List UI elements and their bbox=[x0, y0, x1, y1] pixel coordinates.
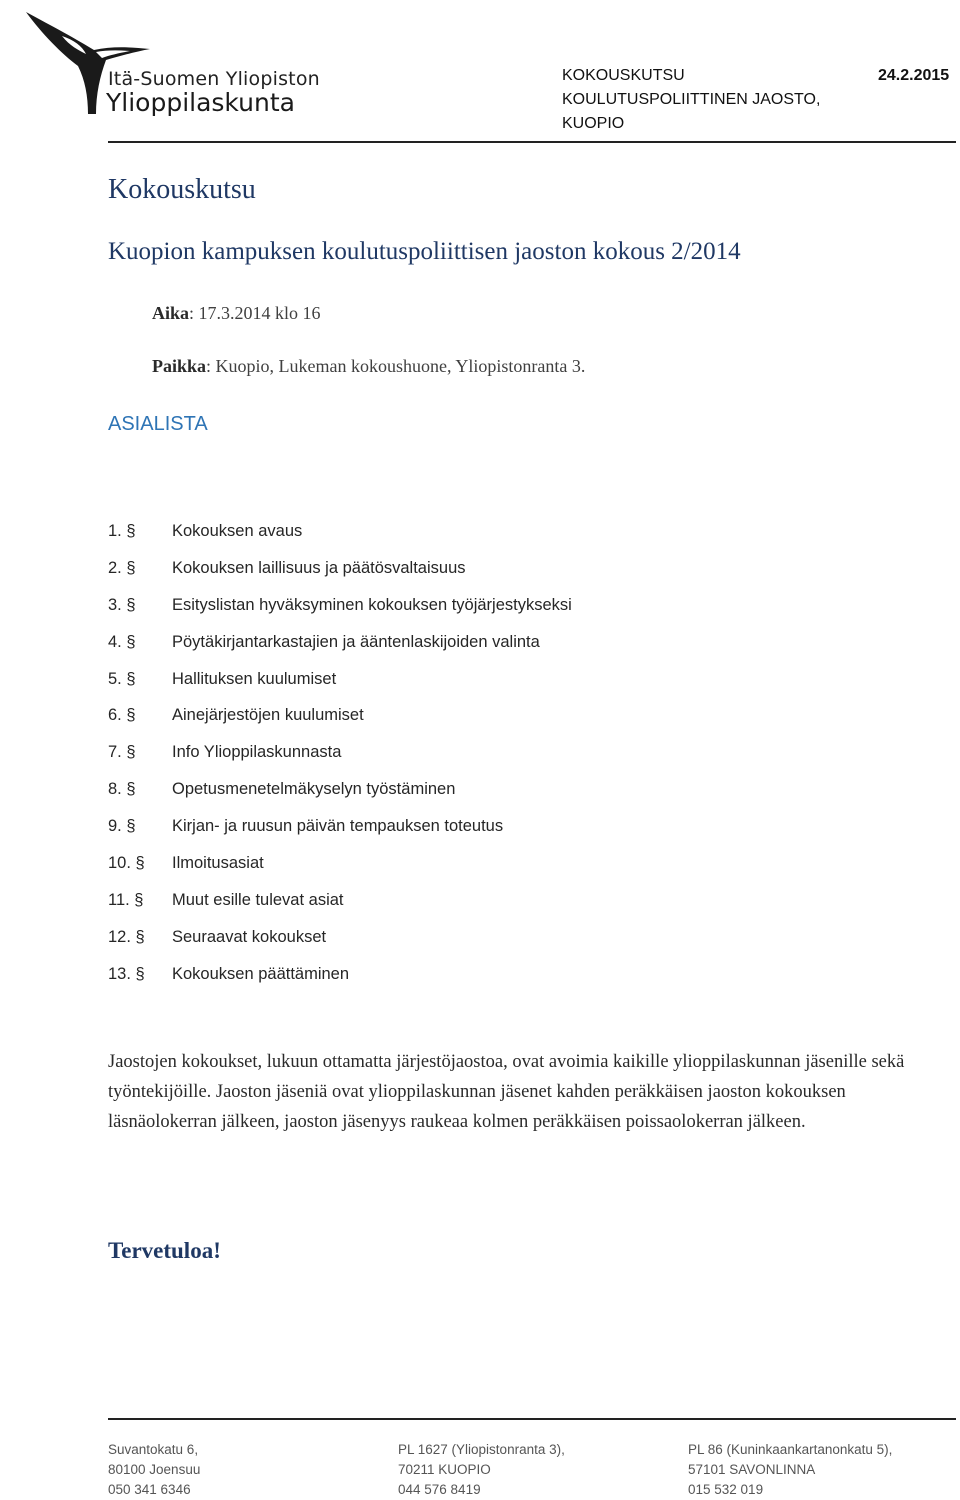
header-title-line: KOKOUSKUTSU bbox=[562, 67, 685, 84]
organization-logo bbox=[22, 6, 332, 118]
agenda-item-number: 12. § bbox=[108, 927, 145, 946]
footer-line: 044 576 8419 bbox=[398, 1482, 481, 1497]
footer-address-savonlinna bbox=[688, 1440, 892, 1500]
header-title bbox=[562, 64, 882, 136]
meeting-title: Kuopion kampuksen koulutuspoliittisen jaoston kokous 2/2014 bbox=[108, 238, 741, 265]
footer-line: Suvantokatu 6, bbox=[108, 1442, 199, 1457]
welcome-text: Tervetuloa! bbox=[108, 1238, 221, 1263]
agenda-item-number: 11. § bbox=[108, 890, 144, 909]
footer-address-joensuu bbox=[108, 1440, 200, 1500]
agenda-item-number: 9. § bbox=[108, 817, 136, 836]
agenda-item-number: 1. § bbox=[108, 522, 136, 540]
agenda-item-number: 10. § bbox=[108, 854, 145, 873]
document-title: Kokouskutsu bbox=[108, 174, 256, 205]
meeting-time-label: Aika bbox=[152, 303, 190, 323]
agenda-item-number: 4. § bbox=[108, 632, 136, 651]
footer-line: 015 532 019 bbox=[688, 1482, 764, 1497]
agenda-item-number: 6. § bbox=[108, 706, 136, 725]
header-divider bbox=[108, 141, 956, 143]
agenda-item-number: 8. § bbox=[108, 780, 136, 799]
agenda-item-text: Esityslistan hyväksyminen kokouksen työjärjestykseksi bbox=[172, 595, 572, 614]
agenda-item-number: 13. § bbox=[108, 964, 145, 983]
header-date: 24.2.2015 bbox=[878, 67, 950, 84]
header-title-line: KUOPIO bbox=[562, 115, 625, 132]
agenda-item-text: Ainejärjestöjen kuulumiset bbox=[172, 706, 364, 725]
footer-line: 70211 KUOPIO bbox=[398, 1462, 491, 1477]
footer-address-kuopio bbox=[398, 1440, 565, 1500]
footer-line: 80100 Joensuu bbox=[108, 1462, 201, 1477]
footer-divider bbox=[108, 1418, 956, 1420]
logo-text-line2: Ylioppilaskunta bbox=[106, 88, 295, 117]
membership-paragraph: Jaostojen kokoukset, lukuun ottamatta järjestöjaostoa, ovat avoimia kaikille ylioppilaskunnan jäsenille sekä työntekijöille. Jaoston jäseniä ovat ylioppilaskunnan jäsenet kahden peräkkäisen jaoston kokouksen läsnäolokerran jälkeen, jaoston jäsenyys raukeaa kolmen peräkkäisen poissaolokerran jälkeen. bbox=[108, 1052, 905, 1132]
footer-line: 57101 SAVONLINNA bbox=[688, 1462, 816, 1477]
agenda-item-text: Kokouksen avaus bbox=[172, 522, 303, 540]
header-title-line: KOULUTUSPOLIITTINEN JAOSTO, bbox=[562, 91, 821, 108]
meeting-place bbox=[152, 356, 585, 377]
footer-line: PL 1627 (Yliopistonranta 3), bbox=[398, 1442, 565, 1457]
agenda-item-text: Hallituksen kuulumiset bbox=[172, 669, 337, 688]
footer-line: PL 86 (Kuninkaankartanonkatu 5), bbox=[688, 1442, 893, 1457]
agenda-item-text: Opetusmenetelmäkyselyn työstäminen bbox=[172, 780, 456, 799]
meeting-time-value: : 17.3.2014 klo 16 bbox=[189, 303, 321, 323]
agenda-item-text: Ilmoitusasiat bbox=[172, 854, 264, 873]
agenda-item-text: Kokouksen päättäminen bbox=[172, 964, 350, 983]
agenda-item-number: 3. § bbox=[108, 595, 136, 614]
agenda-item-number: 2. § bbox=[108, 558, 136, 577]
agenda-item-number: 5. § bbox=[108, 669, 136, 688]
agenda-item-number: 7. § bbox=[108, 743, 136, 762]
agenda-item-text: Pöytäkirjantarkastajien ja ääntenlaskijoiden valinta bbox=[172, 632, 540, 651]
agenda-item-text: Info Ylioppilaskunnasta bbox=[172, 743, 342, 762]
agenda-heading: ASIALISTA bbox=[108, 413, 208, 435]
meeting-time bbox=[152, 303, 321, 324]
agenda-item-text: Kirjan- ja ruusun päivän tempauksen toteutus bbox=[172, 817, 504, 836]
meeting-place-value: : Kuopio, Lukeman kokoushuone, Yliopistonranta 3. bbox=[206, 356, 586, 376]
agenda-item-text: Seuraavat kokoukset bbox=[172, 927, 327, 946]
meeting-place-label: Paikka bbox=[152, 356, 207, 376]
logo-text-line1: Itä-Suomen Yliopiston bbox=[108, 68, 320, 90]
agenda-item-text: Muut esille tulevat asiat bbox=[172, 890, 344, 909]
agenda-item-text: Kokouksen laillisuus ja päätösvaltaisuus bbox=[172, 558, 466, 577]
footer-line: 050 341 6346 bbox=[108, 1482, 191, 1497]
